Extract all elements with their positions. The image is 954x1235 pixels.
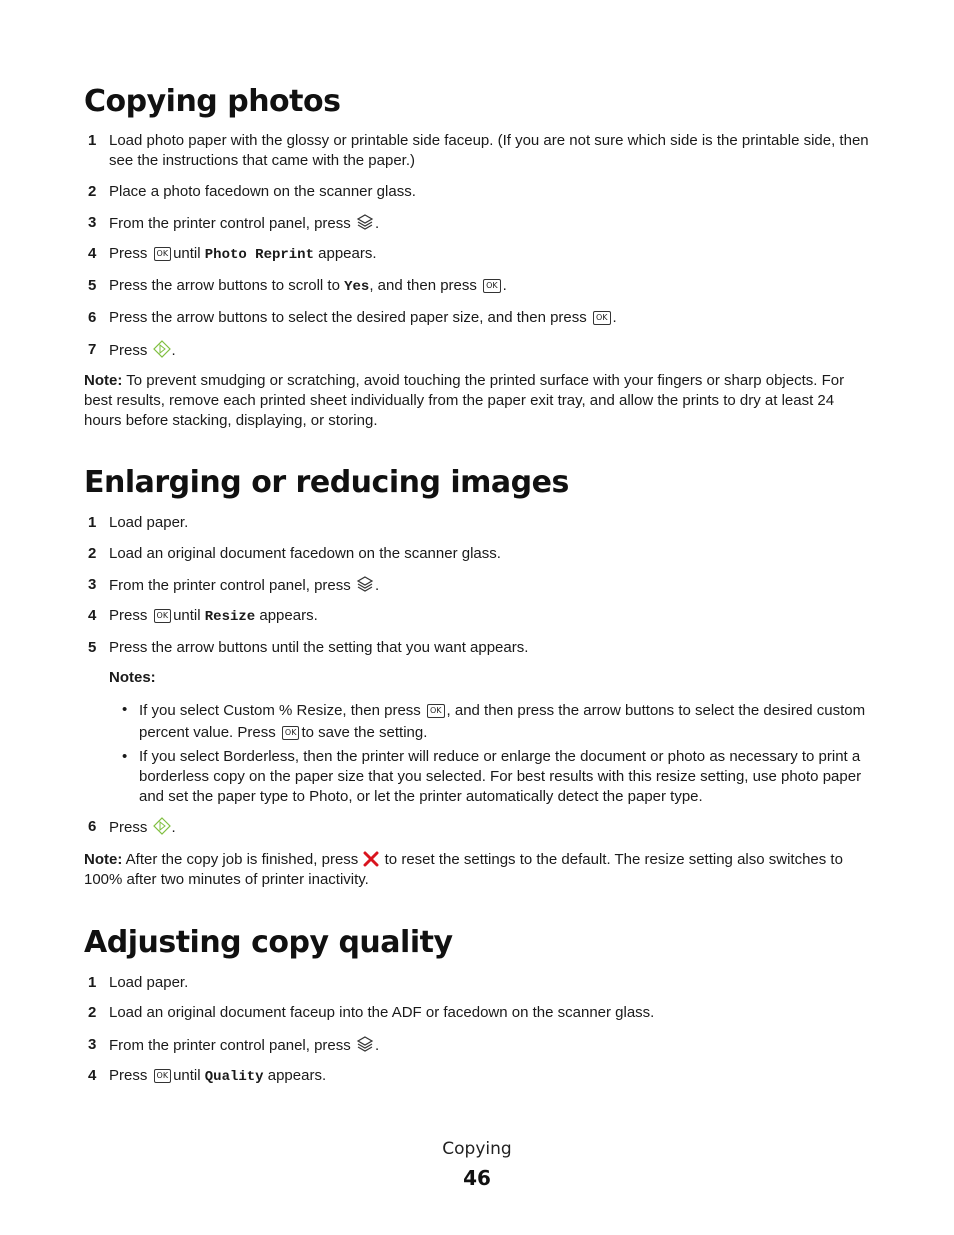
- start-icon: [153, 340, 171, 358]
- copy-mode-icon: [356, 575, 374, 593]
- ok-button-icon: OK: [282, 726, 300, 740]
- section-title-copying-photos: Copying photos: [84, 84, 341, 119]
- start-icon: [153, 817, 171, 835]
- section-title-adjusting-quality: Adjusting copy quality: [84, 925, 453, 960]
- ok-button-icon: OK: [483, 279, 501, 293]
- page-number: 46: [463, 1166, 491, 1190]
- notes-heading: Notes:: [109, 669, 156, 686]
- cancel-icon: [363, 851, 379, 867]
- note-copying-photos: Note: To prevent smudging or scratching, avoid touching the printed surface with your fingers or sharp objects. For best results, remove each printed sheet individually from the paper exit tray, and allow the prints to dry at least 24 hours before stacking, displaying, or storing.: [84, 372, 845, 429]
- section-title-enlarging-reducing: Enlarging or reducing images: [84, 465, 569, 500]
- manual-page: Copying photos 1 Load photo paper with the glossy or printable side faceup. (If you are not sure which side is the printable side, then see the instructions that came with the paper.) 2 Place a photo facedown on the scanner glass. 3 From the printer control panel, press . 4 Press OK until Photo Reprint appears. 5 Press the arrow buttons to scroll to Yes, and then press OK . 6 Press the arrow buttons to select the desired paper size, and then press OK . 7 Press . Note: To prevent smudging or scratching, avoid touching the printed surface with your fingers or sharp objects. For best results, remove each printed sheet individually from the paper exit tray, and allow the prints to dry at least 24 hours before stacking, displaying, or storing. Enlarging or reducing images 1 Load paper. 2 Load an original document facedown on the scanner glass. 3 From the printer control panel, press . 4 Press OK until Resize appears. 5 Press the arrow buttons until the setting that you want appears. Notes: • If you select Custom % Resize, then press OK , and then press the arrow buttons to select the desired custom percent value. Press OK to save the setting. • If you select Borderless, then the printer will reduce or enlarge the document or photo as necessary to print a borderless copy on the paper size that you selected. For best results with this resize setting, use photo paper and set the paper type to Photo, or let the printer automatically detect the paper type. 6 Press . Note: After the copy job is finished, press to reset the settings to the default. The resize setting also switches to 100% after two minutes of printer inactivity. Adjusting copy quality 1 Load paper. 2 Load an original document faceup into the ADF or facedown on the scanner glass. 3 From the printer control panel, press . 4 Press OK until Quality appears. Copying 46: [0, 0, 954, 1235]
- footer-chapter-label: Copying: [442, 1139, 512, 1159]
- copy-mode-icon: [356, 213, 374, 231]
- ok-button-icon: OK: [154, 247, 172, 261]
- copy-mode-icon: [356, 1035, 374, 1053]
- ok-button-icon: OK: [427, 704, 445, 718]
- note-enlarging: Note: After the copy job is finished, press to reset the settings to the default. The resize setting also switches to 100% after two minutes of printer inactivity.: [84, 851, 843, 888]
- ok-button-icon: OK: [154, 1069, 172, 1083]
- ok-button-icon: OK: [154, 609, 172, 623]
- ok-button-icon: OK: [593, 311, 611, 325]
